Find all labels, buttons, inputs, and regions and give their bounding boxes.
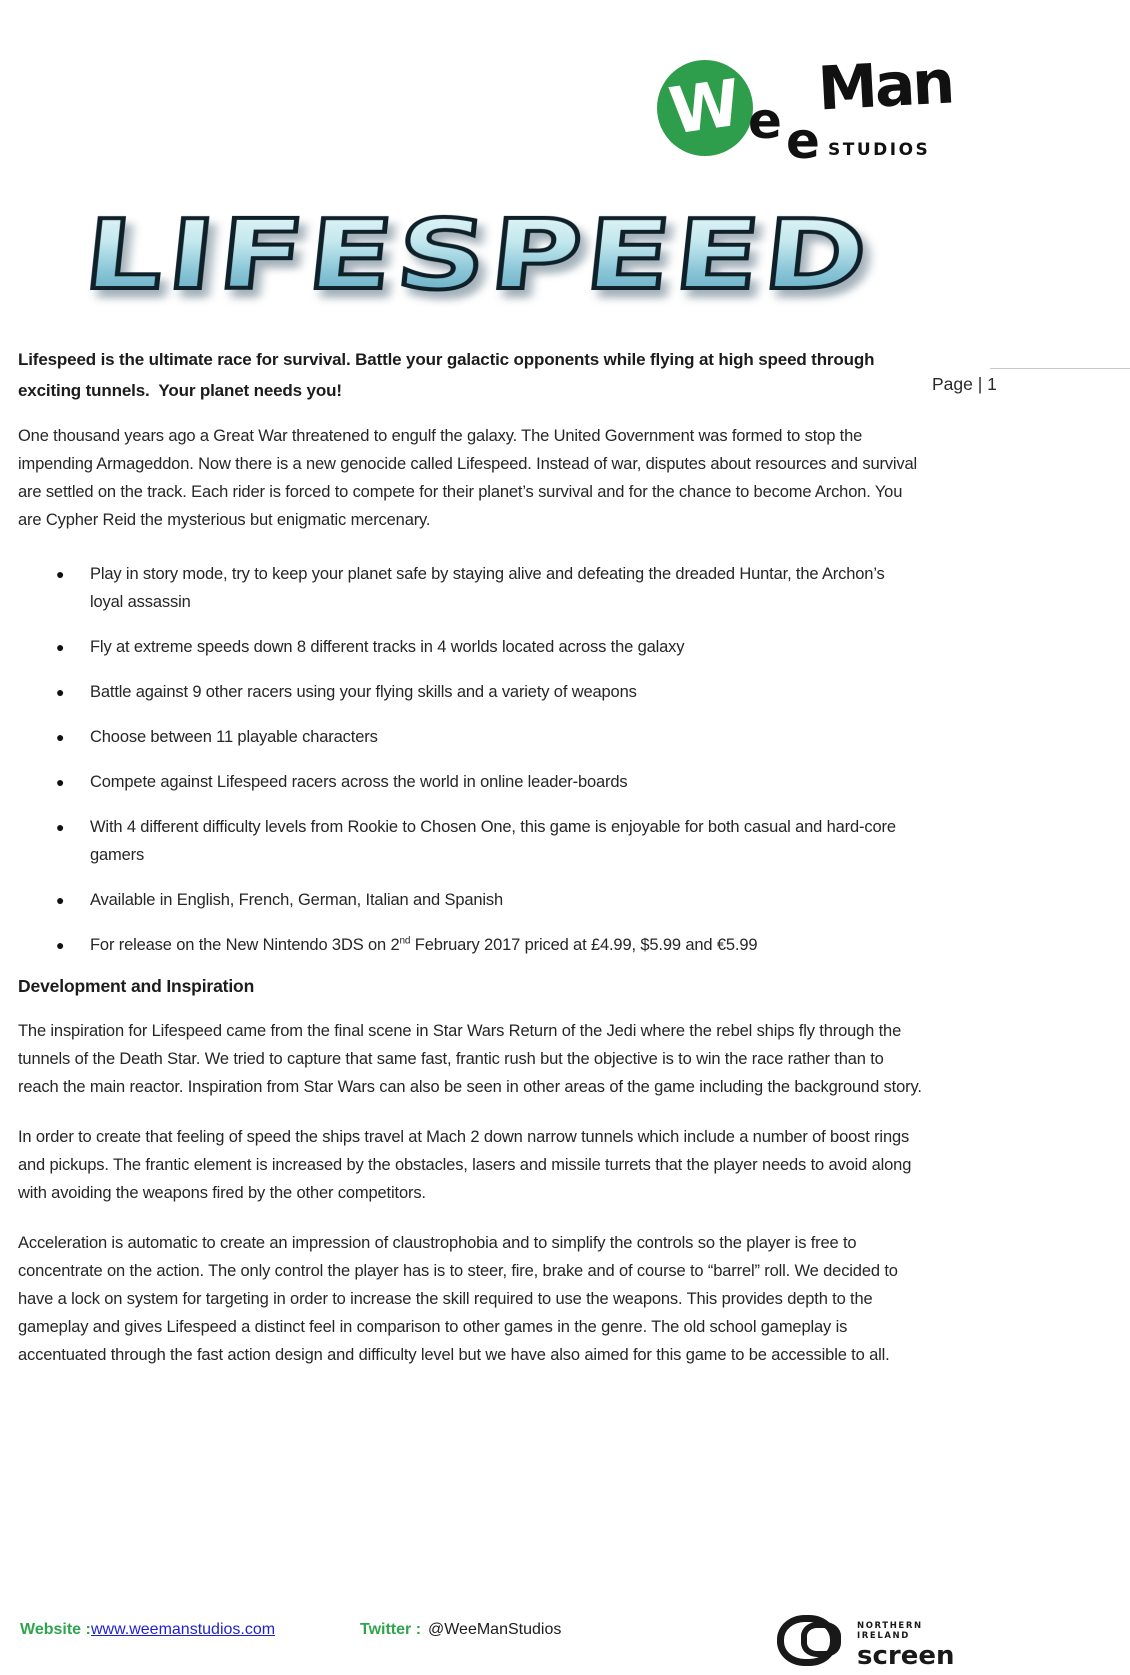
ni-screen-wordmark [857, 1621, 955, 1669]
feature-list [18, 560, 928, 959]
feature-item [56, 768, 900, 796]
weeman-w-letter: W [664, 66, 746, 150]
section-heading: Development and Inspiration [18, 976, 255, 996]
story-paragraph: One thousand years ago a Great War threatened to engulf the galaxy. The United Government was formed to stop the impending Armageddon. Now there is a new genocide called Lifespeed. Instead of war, disputes about resources and survival are settled on the track. Each rider is forced to compete for their planet’s survival and for the chance to become Archon. You are Cypher Reid the mysterious but enigmatic mercenary. [18, 427, 918, 529]
website-link[interactable]: www.weemanstudios.com [91, 1621, 276, 1638]
ordinal-superscript: nd [399, 935, 411, 947]
bullet-icon: ● [56, 729, 65, 745]
ni-screen-name-text: screen [857, 1641, 955, 1671]
dev-paragraph: The inspiration for Lifespeed came from the final scene in Star Wars Return of the Jedi where the rebel ships fly through the tunnels of the Death Star. We tried to capture that same fast, frantic rush but the objective is to win the race rather than to reach the main reactor. Inspiration from Star Wars can also be seen in other areas of the game including the background story. [18, 1022, 922, 1096]
bullet-icon: ● [56, 892, 65, 908]
website-label: Website : [20, 1621, 91, 1638]
feature-item [56, 931, 900, 959]
weeman-studios-text: STUDIOS [828, 140, 931, 160]
feature-text: Play in story mode, try to keep your planet safe by staying alive and defeating the dreaded Huntar, the Archon’s loyal assassin [90, 565, 885, 611]
feature-text: Battle against 9 other racers using your flying skills and a variety of weapons [90, 683, 637, 701]
weeman-e-letter: e [786, 112, 820, 170]
feature-text: Available in English, French, German, Italian and Spanish [90, 891, 504, 909]
dev-paragraph: Acceleration is automatic to create an impression of claustrophobia and to simplify the controls so the player is free to concentrate on the action. The only control the player has is to steer, fire, brake and of course to “barrel” roll. We decided to have a lock on system for targeting in order to increase the skill required to use the weapons. This provides depth to the gameplay and gives Lifespeed a distinct feel in comparison to other games in the genre. The old school gameplay is accentuated through the fast action design and difficulty level but we have also aimed for this game to be accessible to all. [18, 1234, 903, 1364]
feature-text: With 4 different difficulty levels from Rookie to Chosen One, this game is enjoyable for both casual and hard-core gamers [90, 818, 896, 864]
bullet-icon: ● [56, 937, 65, 953]
feature-text: February 2017 priced at £4.99, $5.99 and €5.99 [410, 936, 758, 954]
weeman-e-letter: e [748, 92, 782, 150]
page-number: Page | 1 [932, 374, 997, 394]
lifespeed-logo-text: LIFESPEED [79, 199, 878, 311]
feature-text: Fly at extreme speeds down 8 different tracks in 4 worlds located across the galaxy [90, 638, 685, 656]
feature-item [56, 560, 900, 616]
feature-text: Compete against Lifespeed racers across the world in online leader-boards [90, 773, 628, 791]
twitter-handle: @WeeManStudios [428, 1621, 562, 1638]
twitter-label: Twitter : [360, 1621, 422, 1638]
bullet-icon: ● [56, 774, 65, 790]
feature-item [56, 886, 900, 914]
bullet-icon: ● [56, 566, 65, 582]
document-body [18, 344, 928, 1391]
weeman-man-text: Man [816, 47, 954, 125]
intro-paragraph: Lifespeed is the ultimate race for survival. Battle your galactic opponents while flying at high speed through exciting tunnels. Your planet needs you! [18, 350, 879, 400]
page-footer [0, 1608, 1130, 1675]
bullet-icon: ● [56, 639, 65, 655]
ni-screen-inner-shape-icon [801, 1622, 841, 1657]
lifespeed-logo [79, 198, 885, 323]
feature-item [56, 723, 900, 751]
feature-item [56, 813, 900, 869]
bullet-icon: ● [56, 819, 65, 835]
dev-paragraph: In order to create that feeling of speed the ships travel at Mach 2 down narrow tunnels which include a number of boost rings and pickups. The frantic element is increased by the obstacles, lasers and missile turrets that the player needs to avoid along with avoiding the weapons fired by the other competitors. [18, 1128, 916, 1202]
ni-screen-region-text: NORTHERN IRELAND [857, 1621, 923, 1641]
feature-text: Choose between 11 playable characters [90, 728, 378, 746]
feature-text: For release on the New Nintendo 3DS on 2 [90, 936, 400, 954]
weeman-studios-logo [650, 47, 954, 171]
margin-divider-line [990, 368, 1130, 369]
feature-item [56, 678, 900, 706]
bullet-icon: ● [56, 684, 65, 700]
ni-screen-logo [777, 1615, 955, 1671]
feature-item [56, 633, 900, 661]
